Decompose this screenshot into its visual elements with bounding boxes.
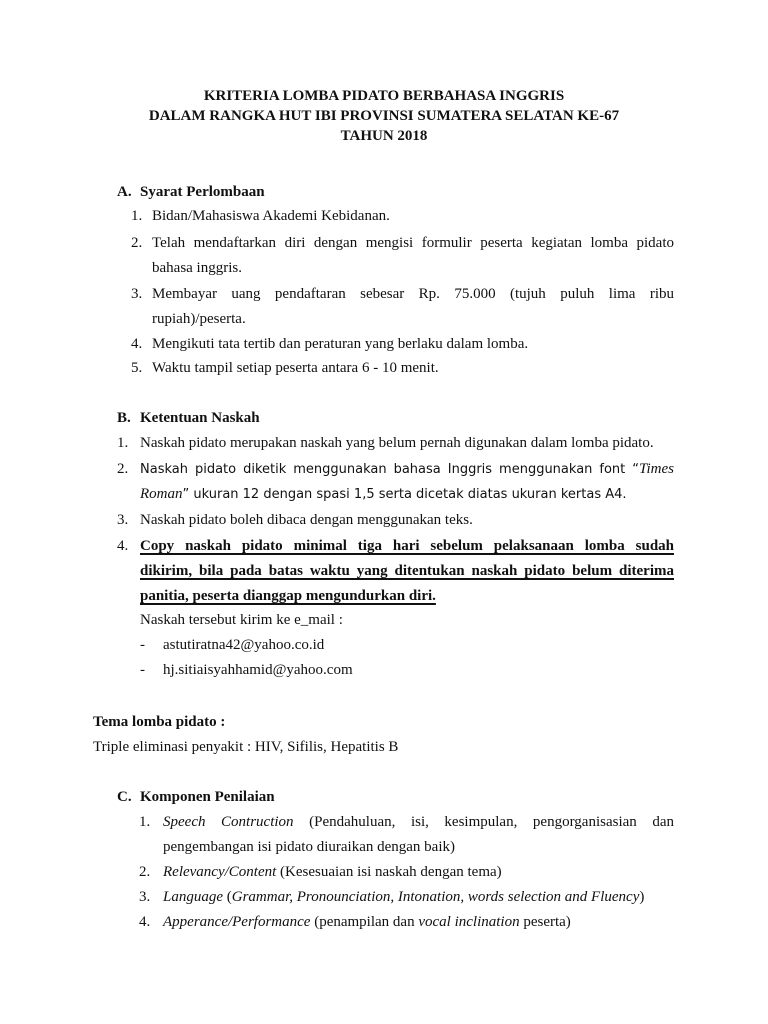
c-item-4-post: peserta) (519, 914, 571, 930)
c-item-1-line-1 (163, 812, 674, 832)
a-item-4-num: 4. (131, 336, 143, 352)
b-item-1-text: Naskah pidato merupakan naskah yang belum pernah digunakan dalam lomba pidato. (140, 435, 654, 451)
a-item-3-line-1: Membayar uang pendaftaran sebesar Rp. 75.000 (tujuh puluh lima ribu (152, 286, 674, 302)
b-item-3-text: Naskah pidato boleh dibaca dengan menggunakan teks. (140, 512, 473, 528)
c-item-1-line-2: pengembangan isi pidato diuraikan dengan baik) (163, 839, 455, 855)
b-item-4-num: 4. (117, 538, 129, 554)
email-1-address[interactable]: astutiratna42@yahoo.co.id (163, 637, 325, 653)
b-item-4-line-2: dikirim, bila pada batas waktu yang ditentukan naskah pidato belum diterima (140, 563, 674, 579)
c-item-2-label: Relevancy/Content (163, 864, 277, 880)
b-item-1-num: 1. (117, 435, 129, 451)
c-item-3-num: 3. (139, 889, 151, 905)
a-item-5-num: 5. (131, 360, 143, 376)
section-b-marker: B. (117, 410, 131, 426)
title-line-3: TAHUN 2018 (340, 128, 428, 144)
c-item-3-detail: Grammar, Pronounciation, Intonation, words selection and Fluency (231, 889, 640, 905)
theme-text: Triple eliminasi penyakit : HIV, Sifilis, Hepatitis B (93, 739, 399, 755)
b-item-2-line-2 (140, 484, 627, 505)
c-item-1-label: Speech Contruction (163, 814, 294, 830)
a-item-4-text: Mengikuti tata tertib dan peraturan yang berlaku dalam lomba. (152, 336, 529, 352)
c-item-3-close: ) (639, 889, 645, 905)
email-intro: Naskah tersebut kirim ke e_mail : (140, 612, 343, 628)
c-item-3-label: Language (163, 889, 223, 905)
c-item-2-num: 2. (139, 864, 151, 880)
b-item-2-line-1 (140, 459, 674, 480)
a-item-1-num: 1. (131, 208, 143, 224)
b-item-3-num: 3. (117, 512, 129, 528)
section-b-heading: Ketentuan Naskah (140, 410, 260, 426)
c-item-4-italic: vocal inclination (418, 914, 520, 930)
c-item-3-text (163, 887, 644, 907)
c-item-1-desc-1: (Pendahuluan, isi, kesimpulan, pengorganisasian dan (309, 814, 675, 830)
email-2-dash: - (140, 662, 145, 678)
a-item-2-line-1: Telah mendaftarkan diri dengan mengisi formulir peserta kegiatan lomba pidato (152, 235, 674, 251)
theme-heading: Tema lomba pidato : (93, 714, 226, 730)
section-a-marker: A. (117, 184, 132, 200)
section-c-marker: C. (117, 789, 132, 805)
email-2-address[interactable]: hj.sitiaisyahhamid@yahoo.com (163, 662, 353, 678)
section-a-heading: Syarat Perlombaan (140, 184, 265, 200)
b-item-4-line-1: Copy naskah pidato minimal tiga hari sebelum pelaksanaan lomba sudah (140, 538, 674, 554)
c-item-2-text (163, 862, 502, 882)
a-item-2-num: 2. (131, 235, 143, 251)
c-item-2-desc: (Kesesuaian isi naskah dengan tema) (276, 864, 502, 880)
b-item-2-font-times: Times (638, 461, 674, 477)
a-item-1-text: Bidan/Mahasiswa Akademi Kebidanan. (152, 208, 390, 224)
b-item-2-post: ” ukuran 12 dengan spasi 1,5 serta dicetak diatas ukuran kertas A4. (182, 487, 627, 502)
title-line-2: DALAM RANGKA HUT IBI PROVINSI SUMATERA SELATAN KE-67 (148, 108, 620, 124)
a-item-5-text: Waktu tampil setiap peserta antara 6 - 10 menit. (152, 360, 439, 376)
c-item-4-text (163, 912, 571, 932)
c-item-1-num: 1. (139, 814, 151, 830)
b-item-2-num: 2. (117, 461, 129, 477)
c-item-4-num: 4. (139, 914, 151, 930)
b-item-2-font-roman: Roman (140, 486, 183, 502)
c-item-4-pre: (penampilan dan (310, 914, 419, 930)
b-item-2-pre: Naskah pidato diketik menggunakan bahasa Inggris menggunakan font “ (140, 462, 639, 477)
c-item-4-label: Apperance/Performance (163, 914, 311, 930)
a-item-3-line-2: rupiah)/peserta. (152, 311, 246, 327)
title-line-1: KRITERIA LOMBA PIDATO BERBAHASA INGGRIS (203, 88, 565, 104)
a-item-2-line-2: bahasa inggris. (152, 260, 242, 276)
email-1-dash: - (140, 637, 145, 653)
b-item-4-line-3: panitia, peserta dianggap mengundurkan diri. (140, 588, 436, 604)
a-item-3-num: 3. (131, 286, 143, 302)
section-c-heading: Komponen Penilaian (140, 789, 275, 805)
c-item-3-open: ( (223, 889, 232, 905)
